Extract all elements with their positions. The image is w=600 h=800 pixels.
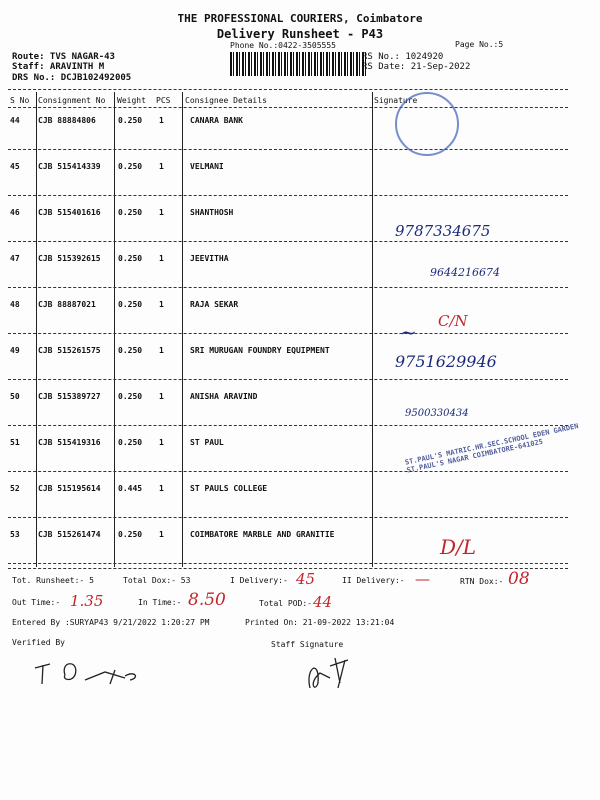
signature-r45: ~ xyxy=(400,320,417,344)
row-pcs: 1 xyxy=(159,484,164,493)
row-consignment-no: CJB 515414339 xyxy=(38,162,101,171)
row-consignee: VELMANI xyxy=(190,162,224,171)
i-delivery-value: 45 xyxy=(296,570,316,588)
row-consignment-no: CJB 515392615 xyxy=(38,254,101,263)
staff-signature-label: Staff Signature xyxy=(271,640,344,649)
bank-stamp xyxy=(395,92,459,156)
row-consignment-no: CJB 515419316 xyxy=(38,438,101,447)
col-pcs: PCS xyxy=(156,96,171,105)
col-weight: Weight xyxy=(117,96,146,105)
row-pcs: 1 xyxy=(159,300,164,309)
staff-signature xyxy=(300,648,360,698)
row-sno: 44 xyxy=(10,116,20,125)
row-consignee: ANISHA ARAVIND xyxy=(190,392,258,401)
row-sno: 52 xyxy=(10,484,20,493)
row-consignee: ST PAULS COLLEGE xyxy=(190,484,268,493)
row-sno: 48 xyxy=(10,300,20,309)
row-consignee: SHANTHOSH xyxy=(190,208,234,217)
row-weight: 0.250 xyxy=(118,300,143,309)
col-signature: Signature xyxy=(374,96,418,105)
drs-number: DRS No.: DCJB102492005 xyxy=(12,73,132,83)
rs-number: RS No.: 1024920 xyxy=(362,52,444,62)
row-weight: 0.250 xyxy=(118,208,143,217)
row-divider xyxy=(8,241,568,242)
in-time-label: In Time:- xyxy=(138,598,182,607)
row-consignee: CANARA BANK xyxy=(190,116,243,125)
row-divider xyxy=(8,517,568,518)
row-consignment-no: CJB 515261575 xyxy=(38,346,101,355)
row-pcs: 1 xyxy=(159,208,164,217)
row-consignee: COIMBATORE MARBLE AND GRANITIE xyxy=(190,530,335,539)
row-divider xyxy=(8,425,568,426)
row-divider xyxy=(8,195,568,196)
ii-delivery-label: II Delivery:- xyxy=(342,576,405,585)
row-consignee: JEEVITHA xyxy=(190,254,229,263)
row-consignment-no: CJB 88887021 xyxy=(38,300,96,309)
company-name: THE PROFESSIONAL COURIERS, Coimbatore xyxy=(177,12,423,25)
row-consignment-no: CJB 515195614 xyxy=(38,484,101,493)
row-weight: 0.250 xyxy=(118,254,143,263)
page-number: Page No.:5 xyxy=(455,40,504,49)
route: Route: TVS NAGAR-43 xyxy=(12,52,115,62)
row-sno: 49 xyxy=(10,346,20,355)
handwritten-r46: 9787334675 xyxy=(395,222,491,240)
row-weight: 0.445 xyxy=(118,484,143,493)
row-divider xyxy=(8,333,568,334)
row-sno: 50 xyxy=(10,392,20,401)
rtn-dox-value: 08 xyxy=(508,569,530,589)
row-divider xyxy=(8,149,568,150)
row-pcs: 1 xyxy=(159,392,164,401)
row-divider xyxy=(8,471,568,472)
row-weight: 0.250 xyxy=(118,392,143,401)
row-sno: 46 xyxy=(10,208,20,217)
row-consignment-no: CJB 515389727 xyxy=(38,392,101,401)
row-sno: 47 xyxy=(10,254,20,263)
row-consignment-no: CJB 88884806 xyxy=(38,116,96,125)
rs-date: RS Date: 21-Sep-2022 xyxy=(362,62,471,72)
out-time-value: 1.35 xyxy=(70,592,104,610)
col-sno: S No xyxy=(10,96,30,105)
ii-delivery-value: — xyxy=(415,570,430,588)
row-weight: 0.250 xyxy=(118,438,143,447)
barcode xyxy=(230,52,368,76)
row-divider xyxy=(8,287,568,288)
row-divider xyxy=(8,379,568,380)
row-consignment-no: CJB 515261474 xyxy=(38,530,101,539)
handwritten-r53: D/L xyxy=(440,535,477,559)
rtn-dox-label: RTN Dox:- xyxy=(460,577,504,586)
col-consignment: Consignment No xyxy=(38,96,106,105)
row-pcs: 1 xyxy=(159,530,164,539)
row-consignee: SRI MURUGAN FOUNDRY EQUIPMENT xyxy=(190,346,330,355)
printed-on: Printed On: 21-09-2022 13:21:04 xyxy=(245,618,395,627)
row-consignment-no: CJB 515401616 xyxy=(38,208,101,217)
row-pcs: 1 xyxy=(159,162,164,171)
handwritten-r47: 9644216674 xyxy=(430,266,500,279)
in-time-value: 8.50 xyxy=(188,590,226,610)
col-consignee: Consignee Details xyxy=(185,96,267,105)
handwritten-r49: 9751629946 xyxy=(395,352,497,371)
row-consignee: RAJA SEKAR xyxy=(190,300,239,309)
out-time-label: Out Time:- xyxy=(12,598,61,607)
row-pcs: 1 xyxy=(159,116,164,125)
i-delivery-label: I Delivery:- xyxy=(230,576,288,585)
row-sno: 51 xyxy=(10,438,20,447)
row-weight: 0.250 xyxy=(118,530,143,539)
total-dox: Total Dox:- 53 xyxy=(123,576,191,585)
handwritten-r50: 9500330434 xyxy=(405,408,469,419)
handwritten-r48: C/N xyxy=(438,312,468,330)
row-weight: 0.250 xyxy=(118,116,143,125)
row-pcs: 1 xyxy=(159,438,164,447)
total-pod-label: Total POD:- xyxy=(259,599,312,608)
school-stamp: ST.PAUL'S MATRIC.HR.SEC.SCHOOL EDEN GARDEN ST.PAUL'S NAGAR COIMBATORE-641025 xyxy=(404,422,580,475)
entered-by: Entered By :SURYAP43 9/21/2022 1:20:27 PM xyxy=(12,618,210,627)
verifier-signature xyxy=(30,650,160,690)
row-divider xyxy=(8,563,568,564)
runsheet-title: Delivery Runsheet - P43 xyxy=(216,27,384,41)
row-weight: 0.250 xyxy=(118,162,143,171)
row-pcs: 1 xyxy=(159,346,164,355)
row-weight: 0.250 xyxy=(118,346,143,355)
row-consignee: ST PAUL xyxy=(190,438,224,447)
verified-by-label: Verified By xyxy=(12,638,65,647)
phone: Phone No.:0422-3505555 xyxy=(230,41,336,50)
staff: Staff: ARAVINTH M xyxy=(12,62,105,72)
tot-runsheet: Tot. Runsheet:- 5 xyxy=(12,576,94,585)
total-pod-value: 44 xyxy=(313,593,333,611)
row-sno: 45 xyxy=(10,162,20,171)
row-sno: 53 xyxy=(10,530,20,539)
row-pcs: 1 xyxy=(159,254,164,263)
